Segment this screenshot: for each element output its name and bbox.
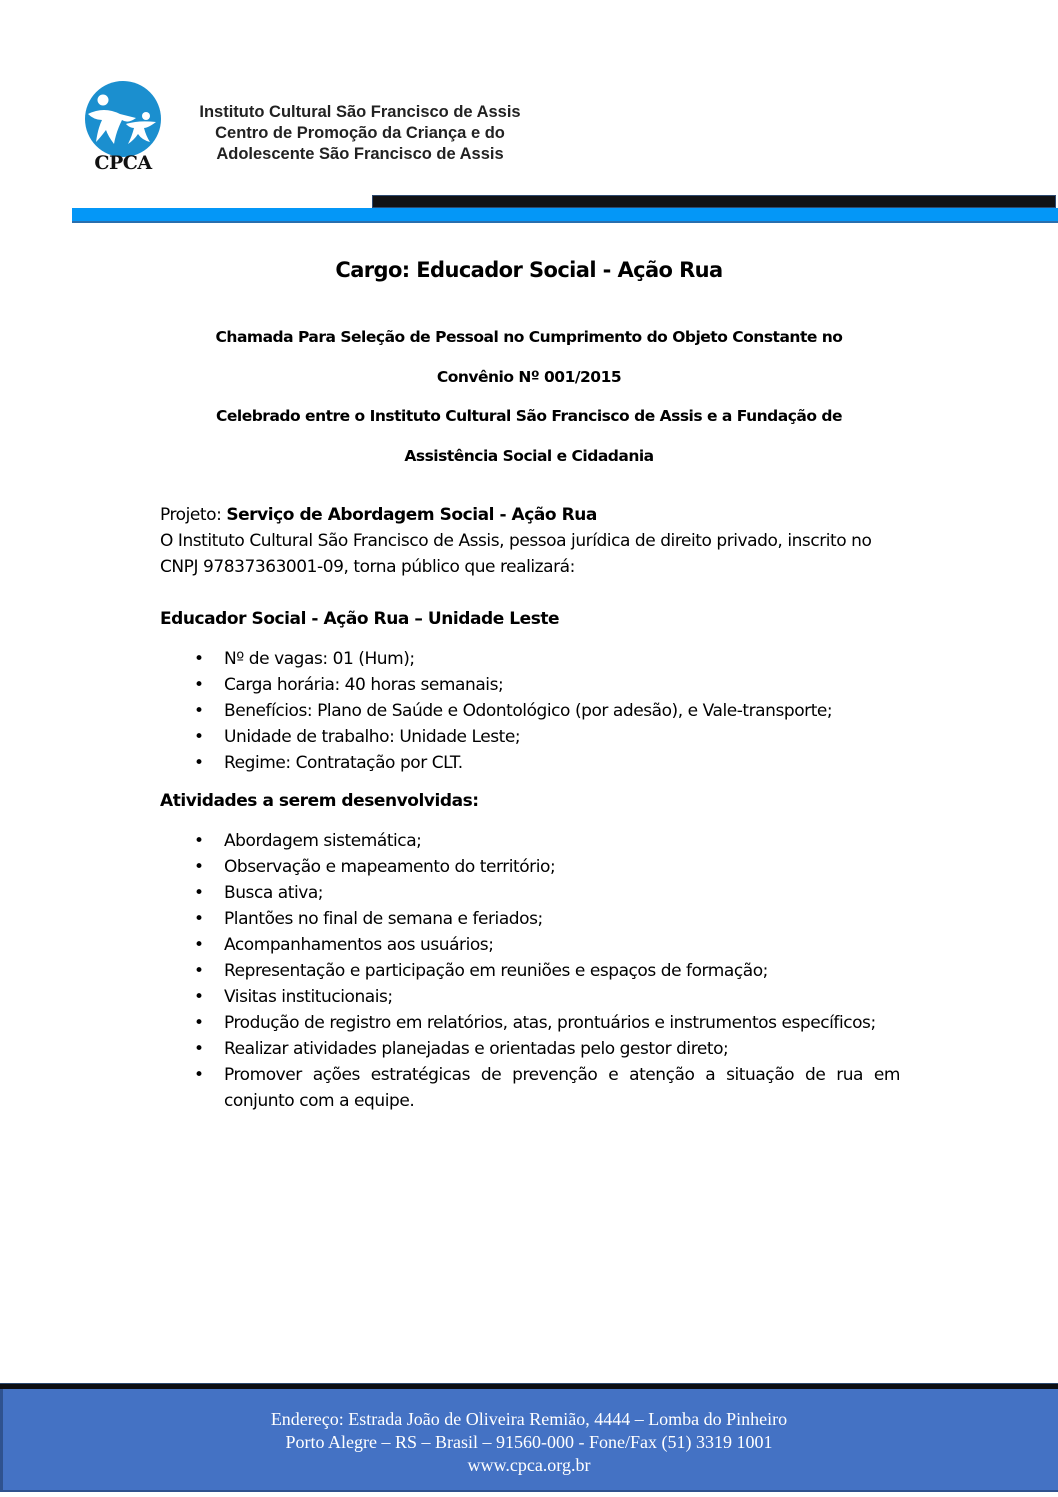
list-item: • Representação e participação em reuniões e espaços de formação; [160,958,900,984]
subtitle-line: Celebrado entre o Instituto Cultural São Francisco de Assis e a Fundação de [216,407,842,425]
org-line: Instituto Cultural São Francisco de Assis [199,103,521,121]
org-line: Adolescente São Francisco de Assis [216,145,504,163]
position-details-list [160,646,900,776]
subtitle-line: Chamada Para Seleção de Pessoal no Cumprimento do Objeto Constante no [215,328,843,346]
list-item: • Unidade de trabalho: Unidade Leste; [160,724,900,750]
header-blue-bar [72,208,1058,223]
list-item: • Carga horária: 40 horas semanais; [160,672,900,698]
document-subtitle [150,318,908,476]
subtitle-line: Assistência Social e Cidadania [404,446,654,465]
list-item: • Promover ações estratégicas de prevenção e atenção a situação de rua em conjunto com a equipe. [160,1062,900,1114]
list-item: • Regime: Contratação por CLT. [160,750,900,776]
children-figures-icon [84,80,162,158]
list-item: • Busca ativa; [160,880,900,906]
project-name: Serviço de Abordagem Social - Ação Rua [226,505,597,525]
position-heading: Educador Social - Ação Rua – Unidade Leste [160,609,560,629]
header-dark-bar [372,195,1056,208]
footer-address: Endereço: Estrada João de Oliveira Remião, 4444 – Lomba do Pinheiro [270,1409,788,1429]
document-title: Cargo: Educador Social - Ação Rua [335,258,723,282]
project-line [160,502,900,528]
list-item: • Visitas institucionais; [160,984,900,1010]
list-item: • Abordagem sistemática; [160,828,900,854]
list-item: • Nº de vagas: 01 (Hum); [160,646,900,672]
project-label: Projeto: [160,505,227,525]
list-item: • Benefícios: Plano de Saúde e Odontológico (por adesão), e Vale-transporte; [160,698,900,724]
logo-text: CPCA [94,152,152,174]
list-item: • Acompanhamentos aos usuários; [160,932,900,958]
org-line: Centro de Promoção da Criança e do [215,124,505,142]
list-item: • Realizar atividades planejadas e orientadas pelo gestor direto; [160,1036,900,1062]
list-item: • Plantões no final de semana e feriados; [160,906,900,932]
organization-name [180,102,540,165]
list-item: • Observação e mapeamento do território; [160,854,900,880]
activities-heading: Atividades a serem desenvolvidas: [160,791,479,811]
subtitle-line: Convênio Nº 001/2015 [436,367,622,386]
intro-paragraph: O Instituto Cultural São Francisco de Assis, pessoa jurídica de direito privado, inscrito no CNPJ 97837363001-09, torna público que realizará: [160,531,872,577]
footer-city-phone: Porto Alegre – RS – Brasil – 91560-000 - Fone/Fax (51) 3319 1001 [285,1432,773,1452]
activities-list [160,828,900,1114]
list-item: • Produção de registro em relatórios, atas, prontuários e instrumentos específicos; [160,1010,900,1036]
document-body [160,502,900,1114]
footer-contact [0,1408,1058,1477]
footer-website[interactable]: www.cpca.org.br [467,1455,591,1475]
